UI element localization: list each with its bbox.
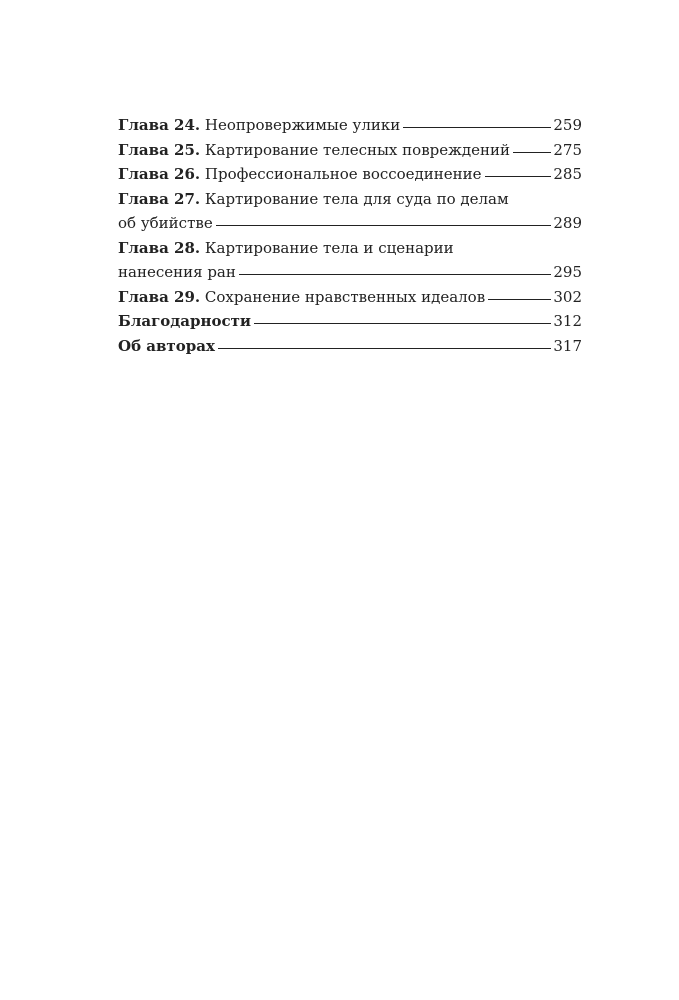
chapter-label: Глава 24. [118, 116, 201, 134]
page-number: 312 [553, 312, 582, 330]
chapter-title: Профессиональное воссоединение [204, 165, 482, 183]
page-number: 285 [553, 165, 582, 183]
page-number: 302 [553, 287, 582, 306]
chapter-title: Сохранение нравственных идеалов [204, 287, 486, 306]
dot-leader [239, 274, 551, 275]
chapter-title: Картирование тела и сценарии [204, 238, 454, 257]
table-of-contents [118, 113, 582, 358]
chapter-label: Глава 27. [118, 189, 201, 208]
dot-leader [254, 323, 551, 324]
chapter-title: Картирование телесных повреждений [204, 140, 511, 159]
toc-entry-chapter-24[interactable] [118, 113, 582, 138]
chapter-title-continuation: нанесения ран [118, 263, 236, 281]
chapter-label: Глава 29. [118, 287, 201, 306]
page-number: 259 [553, 116, 582, 134]
page-number: 289 [553, 214, 582, 232]
toc-entry-chapter-28[interactable] [118, 236, 582, 285]
page-number: 295 [553, 263, 582, 281]
toc-entry-chapter-25[interactable] [118, 138, 582, 163]
dot-leader [485, 176, 552, 177]
toc-entry-chapter-26[interactable] [118, 162, 582, 187]
dot-leader [513, 152, 551, 153]
toc-entry-acknowledgments[interactable] [118, 309, 582, 334]
section-title: Благодарности [118, 312, 252, 330]
chapter-label: Глава 26. [118, 165, 201, 183]
section-title: Об авторах [118, 336, 215, 355]
dot-leader [403, 127, 551, 128]
dot-leader [216, 225, 552, 226]
chapter-label: Глава 28. [118, 238, 201, 257]
dot-leader [218, 348, 551, 349]
toc-entry-about-authors[interactable] [118, 334, 582, 359]
chapter-label: Глава 25. [118, 140, 201, 159]
chapter-title: Неопровержимые улики [204, 116, 401, 134]
page-number: 317 [553, 336, 582, 355]
page-number: 275 [553, 140, 582, 159]
dot-leader [488, 299, 551, 300]
chapter-title-continuation: об убийстве [118, 214, 213, 232]
chapter-title: Картирование тела для суда по делам [204, 189, 509, 208]
toc-entry-chapter-27[interactable] [118, 187, 582, 236]
toc-entry-chapter-29[interactable] [118, 285, 582, 310]
